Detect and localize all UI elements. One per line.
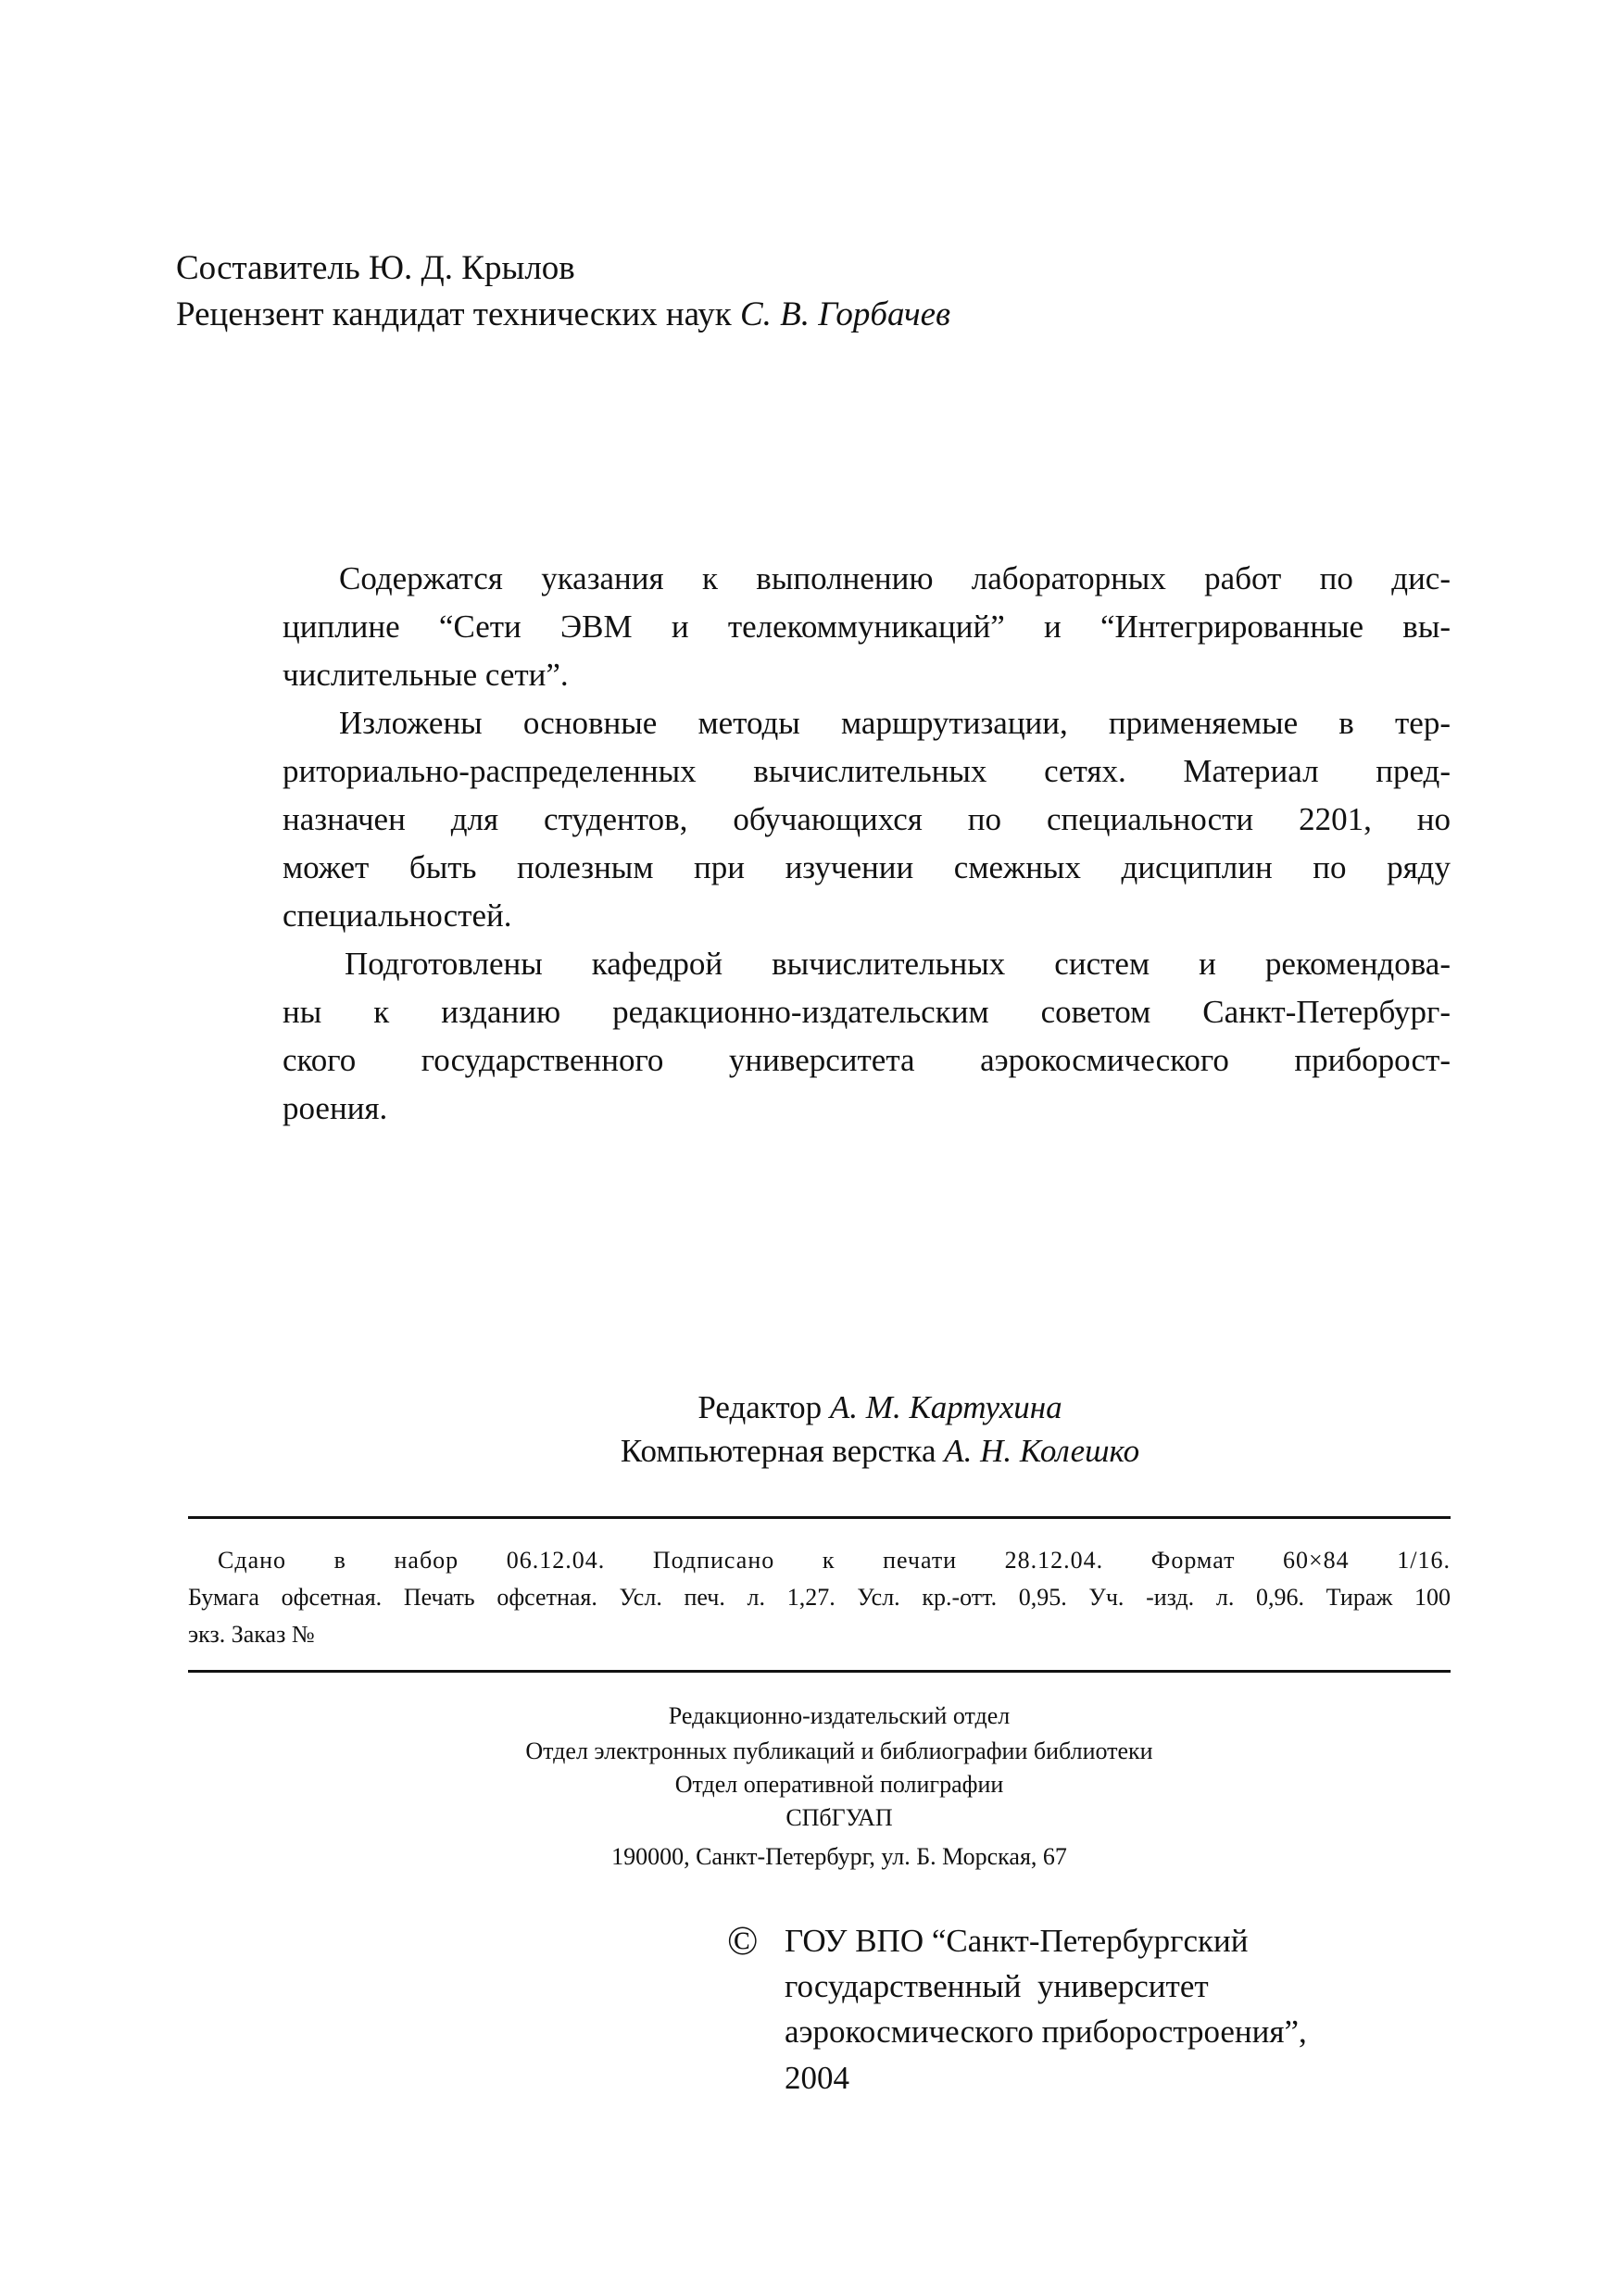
abstract-line: может быть полезным при изучении смежных дисциплин по ряду xyxy=(283,849,1451,885)
copyright-line: ГОУ ВПО “Санкт-Петербургский xyxy=(785,1923,1249,1959)
editor-line xyxy=(371,1389,1389,1426)
publisher-line: 190000, Санкт-Петербург, ул. Б. Морская, 67 xyxy=(611,1843,1067,1870)
reviewer-name: С. В. Горбачев xyxy=(739,295,951,333)
abstract-line: Изложены основные методы маршрутизации, применяемые в тер- xyxy=(339,705,1451,741)
editor-prefix: Редактор xyxy=(697,1389,830,1425)
publisher-line: Редакционно-издательский отдел xyxy=(668,1702,1011,1729)
copyright-line: аэрокосмического приборостроения”, xyxy=(785,2014,1307,2050)
reviewer-line xyxy=(176,295,950,334)
imprint-line: экз. Заказ № xyxy=(188,1621,315,1648)
layout-line xyxy=(371,1433,1389,1470)
abstract-line: Содержатся указания к выполнению лабораторных работ по дис- xyxy=(339,560,1451,596)
reviewer-prefix: Рецензент кандидат технических наук xyxy=(176,295,740,333)
abstract-line: циплине “Сети ЭВМ и телекоммуникаций” и “Интегрированные вы- xyxy=(283,609,1451,645)
compiler-line: Составитель Ю. Д. Крылов xyxy=(176,249,575,287)
publisher-line: Отдел электронных публикаций и библиографии библиотеки xyxy=(525,1738,1153,1764)
layout-name: А. Н. Колешко xyxy=(944,1433,1140,1469)
publisher-line: Отдел оперативной полиграфии xyxy=(674,1771,1004,1798)
copyright-icon: © xyxy=(727,1918,759,1964)
abstract-line: ны к изданию редакционно-издательским советом Санкт-Петербург- xyxy=(283,994,1451,1030)
layout-prefix: Компьютерная верстка xyxy=(620,1433,945,1469)
copyright-line: государственный университет xyxy=(785,1968,1209,2004)
abstract-line: числительные сети”. xyxy=(283,657,569,693)
abstract-line: специальностей. xyxy=(283,897,512,934)
divider-bottom xyxy=(188,1670,1451,1673)
imprint-line: Бумага офсетная. Печать офсетная. Усл. печ. л. 1,27. Усл. кр.-отт. 0,95. Уч. -изд. л. 0,96. Тираж 100 xyxy=(188,1584,1451,1611)
abstract-line: ского государственного университета аэрокосмического приборост- xyxy=(283,1042,1451,1078)
abstract-line: Подготовлены кафедрой вычислительных систем и рекомендова- xyxy=(345,946,1451,982)
abstract-line: назначен для студентов, обучающихся по специальности 2201, но xyxy=(283,801,1451,837)
imprint-line: Сдано в набор 06.12.04. Подписано к печати 28.12.04. Формат 60×84 1/16. xyxy=(218,1547,1451,1574)
publisher-line: СПбГУАП xyxy=(785,1804,893,1831)
abstract-line: роения. xyxy=(283,1090,388,1126)
copyright-line: 2004 xyxy=(785,2060,849,2096)
editor-name: А. М. Картухина xyxy=(829,1389,1062,1425)
abstract-line: риториально-распределенных вычислительных сетях. Материал пред- xyxy=(283,753,1451,789)
divider-top xyxy=(188,1516,1451,1519)
